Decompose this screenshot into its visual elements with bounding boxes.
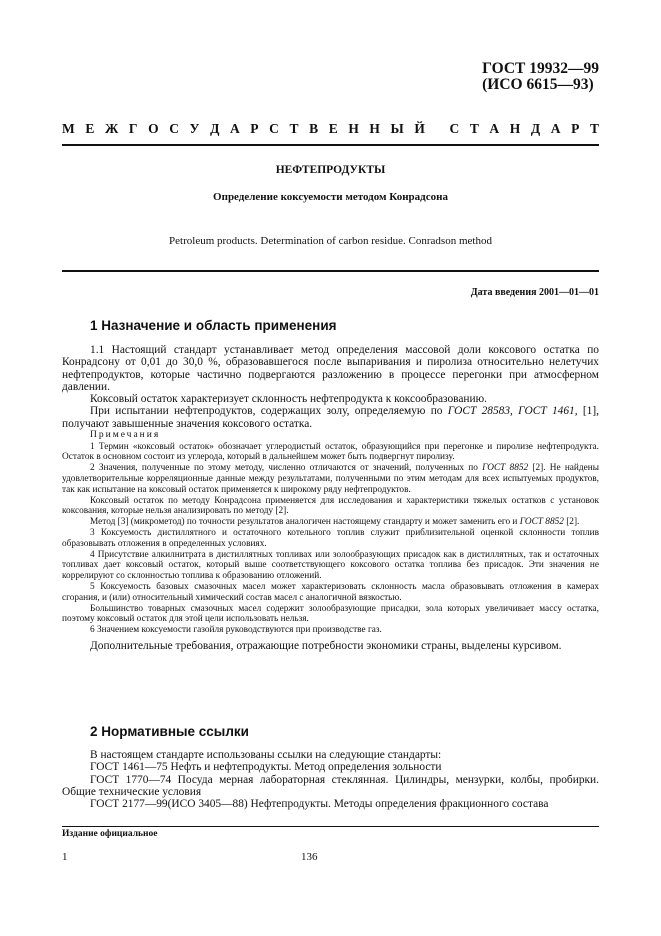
paragraph-coke-residue: Коксовый остаток характеризует склонность нефтепродукта к коксообразованию. [90, 393, 487, 406]
paragraph-additional-requirements: Дополнительные требования, отражающие потребности экономики страны, выделены курсивом. [90, 639, 562, 652]
banner-letter: Р [250, 121, 259, 136]
banner-letter: У [189, 121, 200, 136]
note-1: 1 Термин «коксовый остаток» обозначает углеродистый остаток, образующийся при перегонке и пиролизе нефтепродукта. Остаток в основном состоит из углерода, который в дальнейшем может быть подвергнут пиролизу. [62, 441, 599, 463]
banner-letter: О [148, 121, 159, 136]
interstate-standard-banner [62, 121, 599, 137]
banner-letter: Е [328, 121, 338, 136]
paragraph-ash-testing: При испытании нефтепродуктов, содержащих золу, определяемую по ГОСТ 28583, ГОСТ 1461, [1], получают завышенные значения коксового остатка. [62, 405, 599, 430]
note-3: 3 Коксуемость дистиллятного и остаточного котельного топлив служит приблизительной оценкой склонности топлив образовывать отложения в определенных условиях. [62, 527, 599, 549]
english-title: Petroleum products. Determination of carbon residue. Conradson method [169, 235, 492, 247]
note-2-conradson: Коксовый остаток по методу Конрадсона применяется для исследования и характеристики тяжелых остатков с установок коксования, которые нельзя анализировать по методу [2]. [62, 495, 599, 517]
banner-letter: С [169, 121, 179, 136]
page-number: 136 [301, 851, 318, 863]
note-5-commercial: Большинство товарных смазочных масел содержит золообразующие присадки, зола которых увеличивает массу остатка, поэтому коксовый остаток для этой цели использовать нельзя. [62, 603, 599, 625]
gost-reference: ГОСТ 28583, ГОСТ 1461, [447, 405, 578, 418]
gost-reference: ГОСТ 8852 [482, 463, 529, 474]
official-edition-label: Издание официальное [62, 829, 158, 839]
note-2: 2 Значения, полученные по этому методу, численно отличаются от значений, полученных по ГОСТ 8852 [2]. Не найдены удовлетворительные корреляционные данные между результатами, полученными по этим методам для всех испытуемых продуктов, так как испытание на коксовый остаток применяется к широкому ряду нефтепродуктов. [62, 463, 599, 495]
section-1-heading: 1 Назначение и область применения [90, 318, 337, 333]
banner-letter: Ж [104, 121, 119, 136]
banner-letter: А [229, 121, 240, 136]
banner-letter [436, 121, 439, 137]
introduction-date: Дата введения 2001—01—01 [470, 287, 599, 298]
banner-letter: Н [509, 121, 521, 136]
section-2-body [62, 749, 599, 810]
banner-letter: Ы [390, 121, 404, 136]
section-1-body [62, 344, 599, 652]
banner-letter: М [62, 121, 75, 136]
banner-letter: Н [348, 121, 359, 136]
banner-letter: Й [414, 121, 425, 136]
gost-designation [482, 61, 599, 93]
banner-letter: Т [289, 121, 299, 136]
note-6: 6 Значением коксуемости газойля руководствуются при производстве газ. [90, 625, 382, 636]
reference-gost-2177: ГОСТ 2177—99(ИСО 3405—88) Нефтепродукты. Методы определения фракционного состава [90, 798, 549, 811]
footer-rule [62, 826, 599, 827]
banner-letter: С [449, 121, 460, 136]
document-subtitle: Определение коксуемости методом Конрадсона [213, 191, 448, 203]
gost-number: ГОСТ 19932—99 [482, 60, 599, 77]
banner-letter: С [269, 121, 279, 136]
banner-letter: Д [530, 121, 541, 136]
banner-letter: Т [589, 121, 599, 136]
reference-gost-1770: ГОСТ 1770—74 Посуда мерная лабораторная стеклянная. Цилиндры, мензурки, колбы, пробирки. Общие технические условия [62, 773, 599, 798]
banner-letter: Н [369, 121, 380, 136]
banner-letter: Е [85, 121, 95, 136]
banner-letter: Т [469, 121, 479, 136]
banner-letter: Г [128, 121, 138, 136]
banner-letter: А [550, 121, 561, 136]
note-4: 4 Присутствие алкилнитрата в дистиллятных топливах или золообразующих присадок как в дистиллятных, так и остаточных топливах дает коксовый остаток, который выше соответствующего коксового остатка топлива без присадок. Эти значения не коррелируют со склонностью топлива к образованию отложений. [62, 549, 599, 582]
paragraph-1-1: 1.1 Настоящий стандарт устанавливает метод определения массовой доли коксового остатка по Конрадсону от 0,01 до 30,0 %, образовавшегося после выпаривания и пиролиза относительно нелетучих нефтепродуктов, которые частично подвергаются разложению в процессе перегонки при атмосферном давлении. [62, 344, 599, 393]
banner-letter: В [309, 121, 319, 136]
reference-gost-1461: ГОСТ 1461—75 Нефть и нефтепродукты. Метод определения зольности [90, 761, 442, 774]
document-title: НЕФТЕПРОДУКТЫ [275, 164, 386, 176]
header-rule [62, 144, 599, 146]
note-2-micromethod: Метод [3] (микрометод) по точности результатов аналогичен настоящему стандарту и может заменить его и ГОСТ 8852 [2]. [90, 517, 580, 528]
section-2-heading: 2 Нормативные ссылки [90, 724, 249, 739]
banner-letter: А [489, 121, 500, 136]
iso-number: (ИСО 6615—93) [482, 76, 594, 93]
title-rule [62, 270, 599, 272]
references-intro: В настоящем стандарте использованы ссылки на следующие стандарты: [90, 749, 442, 761]
gost-reference: ГОСТ 8852 [519, 517, 564, 528]
banner-letter: Д [210, 121, 220, 136]
note-5: 5 Коксуемость базовых смазочных масел может характеризовать склонность масла образовывать отложения в камерах сгорания, и (или) относительный химический состав масел с аналогичной вязкостью. [62, 581, 599, 603]
notes-heading: Примечания [90, 430, 161, 441]
banner-letter: Р [571, 121, 580, 136]
footer-left-number: 1 [62, 851, 68, 863]
